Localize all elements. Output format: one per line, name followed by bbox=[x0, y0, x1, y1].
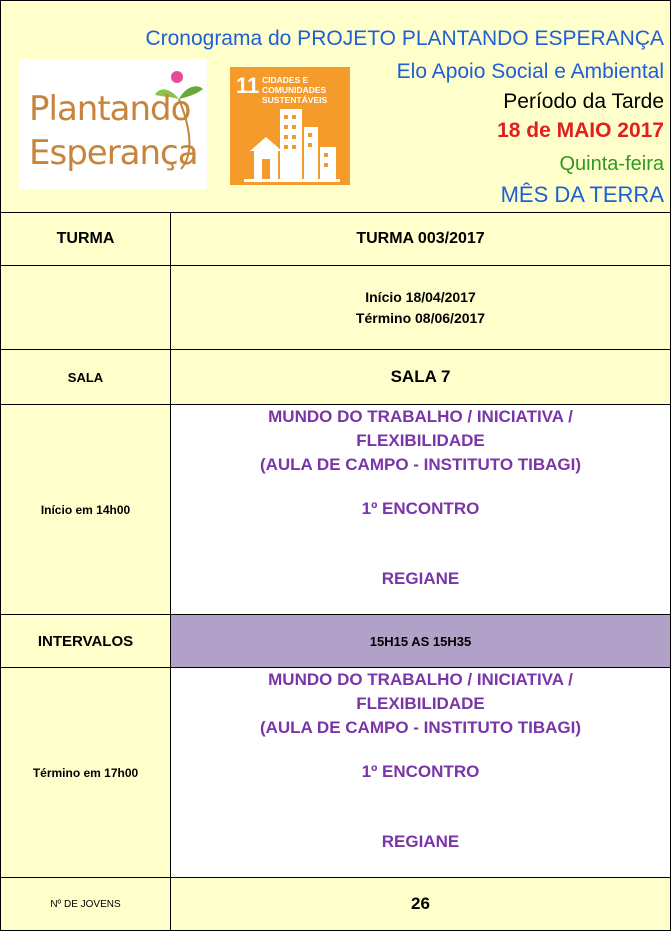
weekday: Quinta-feira bbox=[559, 153, 664, 175]
sala-row bbox=[1, 350, 670, 405]
session-end-row bbox=[1, 668, 670, 878]
sdg-text: CIDADES E COMUNIDADES SUSTENTÁVEIS bbox=[262, 75, 328, 105]
activity-line1: MUNDO DO TRABALHO / INICIATIVA / bbox=[268, 670, 573, 689]
encounter: 1º ENCONTRO bbox=[361, 762, 480, 781]
interval-value: 15H15 AS 15H35 bbox=[171, 615, 670, 667]
activity-line3: (AULA DE CAMPO - INSTITUTO TIBAGI) bbox=[259, 455, 582, 474]
sdg-number: 11 bbox=[236, 73, 260, 98]
session-start-row bbox=[1, 405, 670, 615]
turma-value: TURMA 003/2017 bbox=[356, 230, 485, 247]
turma-label: TURMA bbox=[1, 213, 171, 265]
dates-row bbox=[1, 266, 670, 350]
session-start-label: Início em 14h00 bbox=[1, 405, 171, 614]
period: Período da Tarde bbox=[503, 90, 664, 113]
sala-label: SALA bbox=[1, 350, 171, 404]
activity-line1: MUNDO DO TRABALHO / INICIATIVA / bbox=[268, 407, 573, 426]
activity-line2: FLEXIBILIDADE bbox=[356, 694, 485, 713]
interval-row bbox=[1, 615, 670, 668]
dates-cell bbox=[171, 266, 670, 349]
header bbox=[1, 1, 670, 213]
teacher: REGIANE bbox=[381, 832, 460, 851]
encounter: 1º ENCONTRO bbox=[361, 499, 480, 518]
jovens-label: Nº DE JOVENS bbox=[1, 878, 171, 930]
sala-value: SALA 7 bbox=[390, 367, 451, 386]
city-buildings-icon bbox=[230, 103, 350, 185]
teacher: REGIANE bbox=[381, 569, 460, 588]
logo-text-line1: Plantando bbox=[29, 89, 191, 129]
interval-label: INTERVALOS bbox=[1, 615, 171, 667]
dates-label-empty bbox=[1, 266, 171, 349]
schedule-title: Cronograma do PROJETO PLANTANDO ESPERANÇA bbox=[145, 27, 664, 50]
organization-name: Elo Apoio Social e Ambiental bbox=[396, 60, 664, 83]
date: 18 de MAIO 2017 bbox=[497, 119, 664, 142]
jovens-value: 26 bbox=[411, 894, 430, 913]
jovens-row bbox=[1, 878, 670, 930]
activity-line2: FLEXIBILIDADE bbox=[356, 431, 485, 450]
activity-line3: (AULA DE CAMPO - INSTITUTO TIBAGI) bbox=[259, 718, 582, 737]
start-date: Início 18/04/2017 bbox=[365, 288, 476, 305]
month-theme: MÊS DA TERRA bbox=[500, 182, 664, 207]
plantando-esperanca-logo bbox=[19, 59, 207, 189]
turma-row bbox=[1, 213, 670, 266]
session-end-content bbox=[171, 668, 670, 877]
sdg-11-badge bbox=[230, 67, 350, 185]
end-date: Término 08/06/2017 bbox=[355, 309, 486, 326]
session-end-label: Término em 17h00 bbox=[1, 668, 171, 877]
session-start-content bbox=[171, 405, 670, 614]
logo-text-line2: Esperança bbox=[29, 133, 198, 173]
